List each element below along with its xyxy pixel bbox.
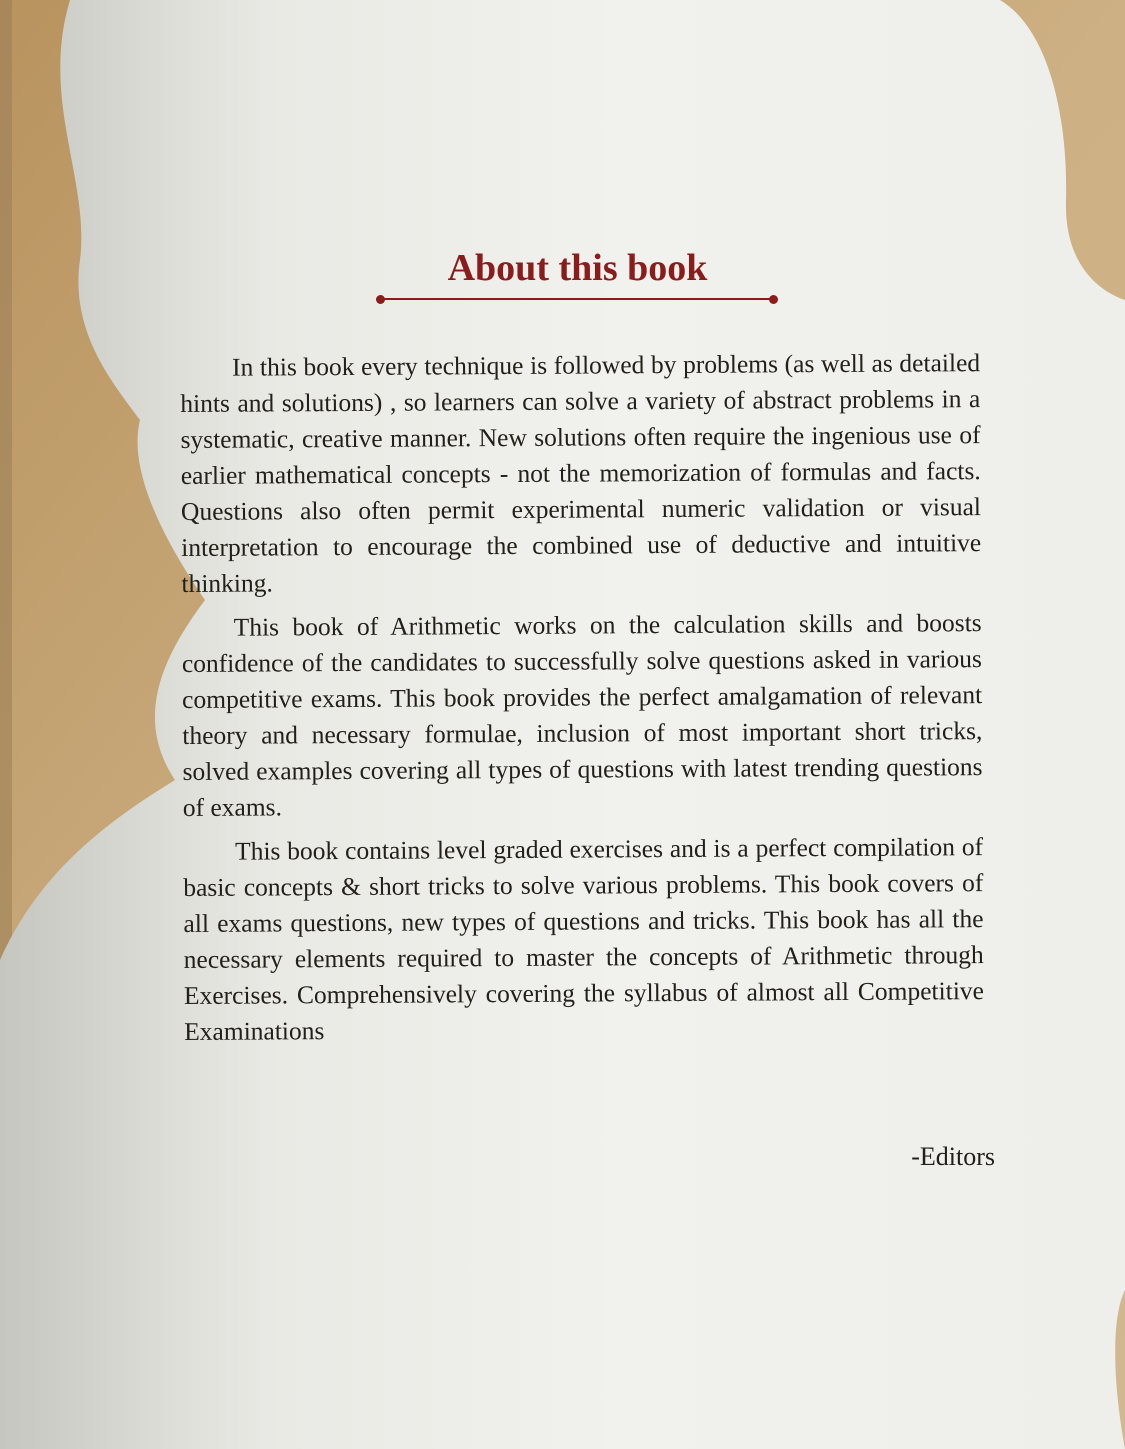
paragraph-1: In this book every technique is followed by problems (as well as detailed hints and solutions) , so learners can solve a variety of abstract problems in a systematic, creative manner. New solutions often require the ingenious use of earlier mathematical concepts - not the memorization of formulas and facts. Questions also often permit experimental numeric validation or visual interpretation to encourage the combined use of deductive and intuitive thinking. (180, 348, 982, 598)
paragraph-2: This book of Arithmetic works on the calculation skills and boosts confidence of the candidates to successfully solve questions asked in various competitive exams. This book provides the perfect amalgamation of relevant theory and necessary formulae, inclusion of most important short tricks, solved examples covering all types of questions with latest trending questions of exams. (181, 608, 983, 822)
body-text (180, 345, 984, 1058)
page-title: About this book (447, 247, 708, 289)
divider-dot-right (769, 295, 778, 304)
divider-line (380, 298, 774, 300)
paragraph-3: This book contains level graded exercises and is a perfect compilation of basic concepts & short tricks to solve various problems. This book covers of all exams questions, new types of questions and tricks. This book has all the necessary elements required to master the concepts of Arithmetic through Exercises. Comprehensively covering the syllabus of almost all Competitive Examinations (183, 832, 985, 1046)
title-divider (376, 294, 778, 304)
signature: -Editors (911, 1142, 995, 1171)
